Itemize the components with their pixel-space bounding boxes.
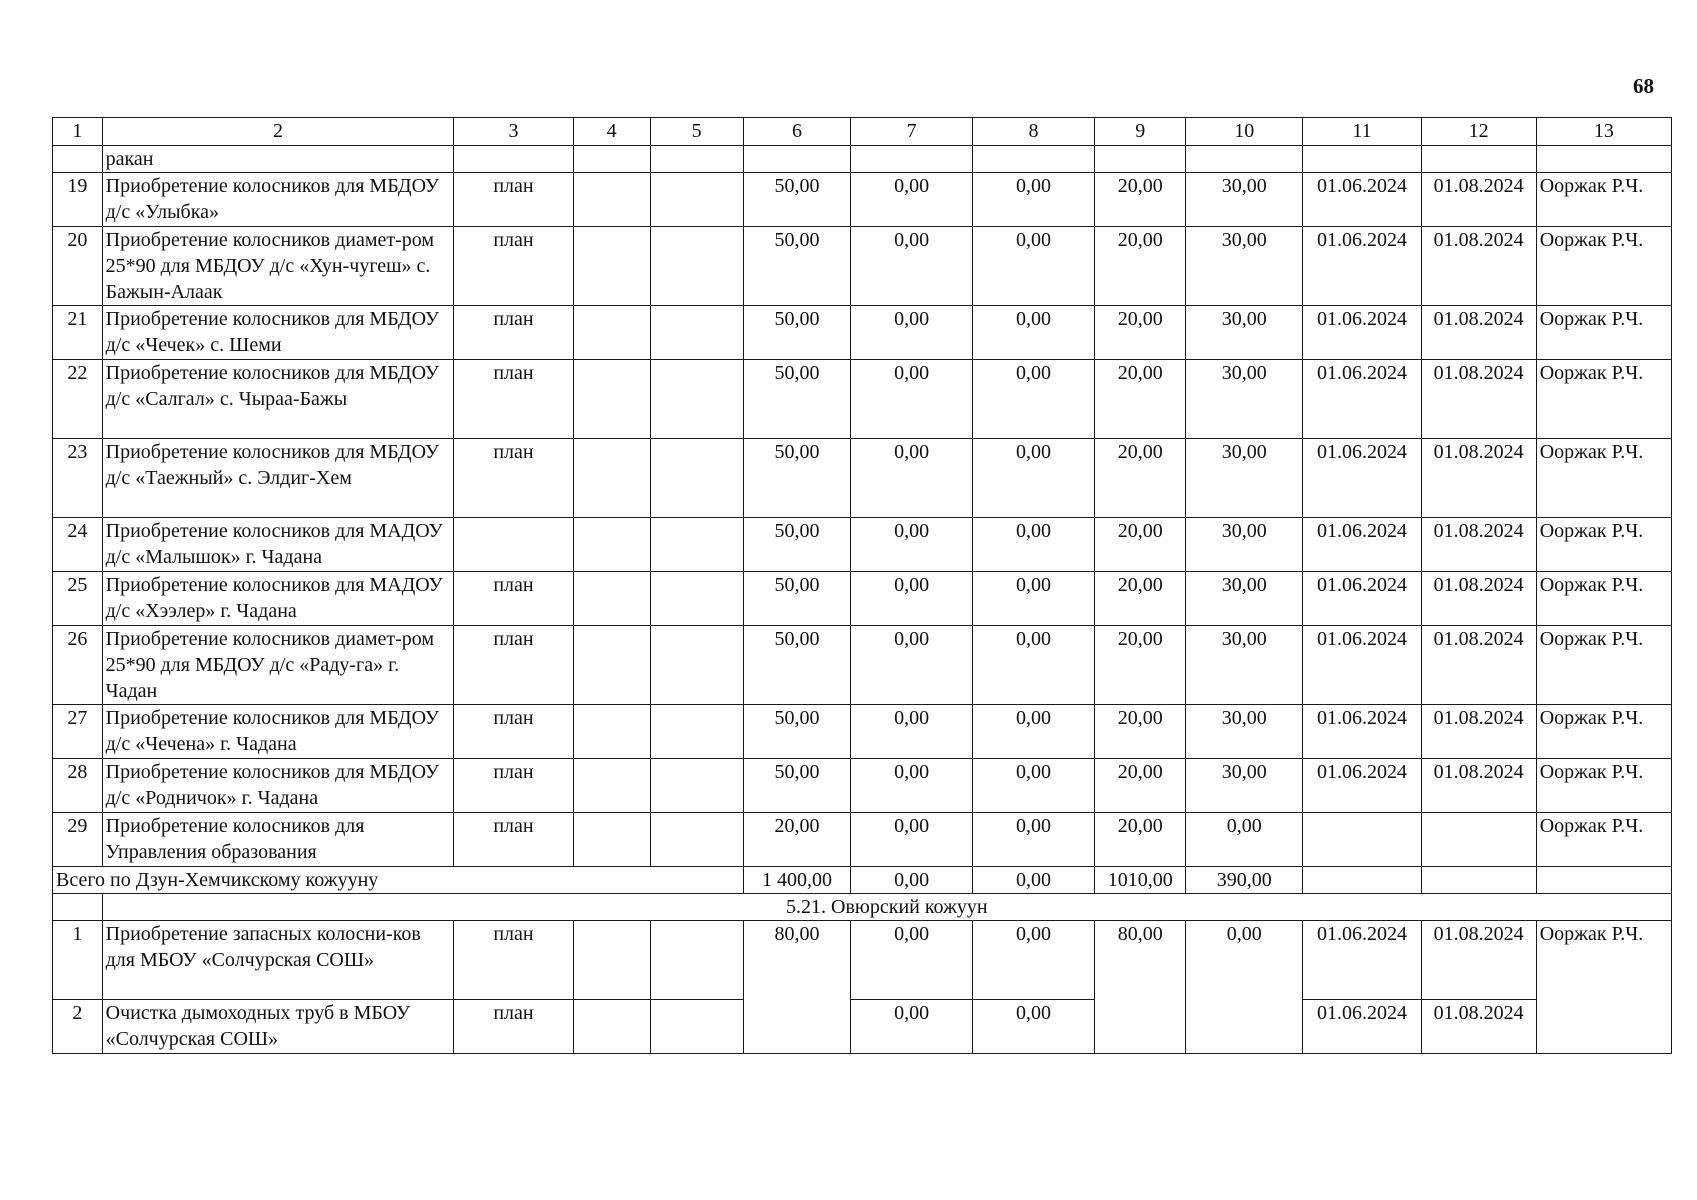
responsible-person: Ооржак Р.Ч. bbox=[1536, 813, 1671, 867]
start-date: 01.06.2024 bbox=[1303, 227, 1421, 306]
item-name: Приобретение запасных колосни-ков для МБОУ «Солчурская СОШ» bbox=[102, 921, 454, 1000]
table-row bbox=[53, 921, 1672, 1000]
table-row bbox=[53, 1000, 1672, 1054]
col8-value: 0,00 bbox=[972, 518, 1095, 572]
col9-value: 20,00 bbox=[1095, 572, 1186, 626]
col8-value: 0,00 bbox=[972, 572, 1095, 626]
table-row bbox=[53, 705, 1672, 759]
col6-value: 20,00 bbox=[743, 813, 851, 867]
col9-value: 80,00 bbox=[1095, 921, 1186, 1054]
col9-value: 20,00 bbox=[1095, 439, 1186, 518]
col9-value: 20,00 bbox=[1095, 173, 1186, 227]
item-name: Очистка дымоходных труб в МБОУ «Солчурская СОШ» bbox=[102, 1000, 454, 1054]
col7-value: 0,00 bbox=[851, 626, 972, 705]
start-date: 01.06.2024 bbox=[1303, 306, 1421, 360]
column-number-row bbox=[53, 118, 1672, 146]
item-status: план bbox=[454, 1000, 573, 1054]
section-header-row bbox=[53, 894, 1672, 921]
continuation-text: ракан bbox=[102, 146, 454, 173]
total-col8: 0,00 bbox=[972, 867, 1095, 894]
total-label: Всего по Дзун-Хемчикскому кожууну bbox=[53, 867, 744, 894]
col10-value: 30,00 bbox=[1186, 572, 1303, 626]
start-date: 01.06.2024 bbox=[1303, 439, 1421, 518]
col6-value: 50,00 bbox=[743, 626, 851, 705]
start-date: 01.06.2024 bbox=[1303, 173, 1421, 227]
col6-value: 80,00 bbox=[743, 921, 851, 1054]
row-number: 19 bbox=[53, 173, 103, 227]
col10-value: 0,00 bbox=[1186, 813, 1303, 867]
col8-value: 0,00 bbox=[972, 705, 1095, 759]
end-date: 01.08.2024 bbox=[1421, 306, 1536, 360]
col6-value: 50,00 bbox=[743, 518, 851, 572]
col7-value: 0,00 bbox=[851, 306, 972, 360]
col10-value: 0,00 bbox=[1186, 921, 1303, 1054]
start-date: 01.06.2024 bbox=[1303, 705, 1421, 759]
item-status: план bbox=[454, 227, 573, 306]
item-name: Приобретение колосников диамет-ром 25*90 для МБДОУ д/с «Раду-га» г. Чадан bbox=[102, 626, 454, 705]
continuation-row bbox=[53, 146, 1672, 173]
responsible-person: Ооржак Р.Ч. bbox=[1536, 921, 1671, 1054]
table-row bbox=[53, 518, 1672, 572]
item-status: план bbox=[454, 439, 573, 518]
item-status: план bbox=[454, 705, 573, 759]
row-number: 26 bbox=[53, 626, 103, 705]
col8-value: 0,00 bbox=[972, 360, 1095, 439]
col7-value: 0,00 bbox=[851, 360, 972, 439]
end-date: 01.08.2024 bbox=[1421, 705, 1536, 759]
row-number: 24 bbox=[53, 518, 103, 572]
col10-value: 30,00 bbox=[1186, 626, 1303, 705]
col10-value: 30,00 bbox=[1186, 518, 1303, 572]
item-name: Приобретение колосников для МБДОУ д/с «Улыбка» bbox=[102, 173, 454, 227]
responsible-person: Ооржак Р.Ч. bbox=[1536, 227, 1671, 306]
col6-value: 50,00 bbox=[743, 173, 851, 227]
col7-value: 0,00 bbox=[851, 813, 972, 867]
col9-value: 20,00 bbox=[1095, 705, 1186, 759]
col6-value: 50,00 bbox=[743, 759, 851, 813]
row-number: 29 bbox=[53, 813, 103, 867]
item-name: Приобретение колосников для МАДОУ д/с «Малышок» г. Чадана bbox=[102, 518, 454, 572]
col7-value: 0,00 bbox=[851, 439, 972, 518]
col8-value: 0,00 bbox=[972, 626, 1095, 705]
col10-value: 30,00 bbox=[1186, 360, 1303, 439]
row-number: 22 bbox=[53, 360, 103, 439]
page-number: 68 bbox=[1633, 74, 1654, 98]
col7-value: 0,00 bbox=[851, 1000, 972, 1054]
item-name: Приобретение колосников для МАДОУ д/с «Хээлер» г. Чадана bbox=[102, 572, 454, 626]
end-date bbox=[1421, 813, 1536, 867]
end-date: 01.08.2024 bbox=[1421, 227, 1536, 306]
table-row bbox=[53, 572, 1672, 626]
col10-value: 30,00 bbox=[1186, 705, 1303, 759]
col9-value: 20,00 bbox=[1095, 813, 1186, 867]
column-header: 13 bbox=[1536, 118, 1671, 146]
table-row bbox=[53, 813, 1672, 867]
col8-value: 0,00 bbox=[972, 1000, 1095, 1054]
item-status: план bbox=[454, 173, 573, 227]
col8-value: 0,00 bbox=[972, 306, 1095, 360]
col6-value: 50,00 bbox=[743, 572, 851, 626]
end-date: 01.08.2024 bbox=[1421, 1000, 1536, 1054]
end-date: 01.08.2024 bbox=[1421, 626, 1536, 705]
table-row bbox=[53, 173, 1672, 227]
item-name: Приобретение колосников для Управления образования bbox=[102, 813, 454, 867]
start-date: 01.06.2024 bbox=[1303, 518, 1421, 572]
start-date: 01.06.2024 bbox=[1303, 360, 1421, 439]
total-row bbox=[53, 867, 1672, 894]
row-number: 25 bbox=[53, 572, 103, 626]
column-header: 10 bbox=[1186, 118, 1303, 146]
responsible-person: Ооржак Р.Ч. bbox=[1536, 518, 1671, 572]
col7-value: 0,00 bbox=[851, 921, 972, 1000]
column-header: 1 bbox=[53, 118, 103, 146]
total-col10: 390,00 bbox=[1186, 867, 1303, 894]
item-name: Приобретение колосников для МБДОУ д/с «Чечек» с. Шеми bbox=[102, 306, 454, 360]
item-name: Приобретение колосников для МБДОУ д/с «Таежный» с. Элдиг-Хем bbox=[102, 439, 454, 518]
budget-table bbox=[52, 117, 1672, 1054]
col8-value: 0,00 bbox=[972, 759, 1095, 813]
col6-value: 50,00 bbox=[743, 360, 851, 439]
end-date: 01.08.2024 bbox=[1421, 921, 1536, 1000]
col6-value: 50,00 bbox=[743, 306, 851, 360]
item-name: Приобретение колосников для МБДОУ д/с «Родничок» г. Чадана bbox=[102, 759, 454, 813]
responsible-person: Ооржак Р.Ч. bbox=[1536, 626, 1671, 705]
col7-value: 0,00 bbox=[851, 759, 972, 813]
start-date: 01.06.2024 bbox=[1303, 572, 1421, 626]
column-header: 11 bbox=[1303, 118, 1421, 146]
row-number: 23 bbox=[53, 439, 103, 518]
item-status: план bbox=[454, 759, 573, 813]
col8-value: 0,00 bbox=[972, 813, 1095, 867]
responsible-person: Ооржак Р.Ч. bbox=[1536, 360, 1671, 439]
row-number: 21 bbox=[53, 306, 103, 360]
col10-value: 30,00 bbox=[1186, 227, 1303, 306]
col9-value: 20,00 bbox=[1095, 759, 1186, 813]
start-date: 01.06.2024 bbox=[1303, 1000, 1421, 1054]
col8-value: 0,00 bbox=[972, 173, 1095, 227]
table-row bbox=[53, 306, 1672, 360]
row-number: 20 bbox=[53, 227, 103, 306]
responsible-person: Ооржак Р.Ч. bbox=[1536, 173, 1671, 227]
responsible-person: Ооржак Р.Ч. bbox=[1536, 759, 1671, 813]
row-number: 28 bbox=[53, 759, 103, 813]
col7-value: 0,00 bbox=[851, 518, 972, 572]
col6-value: 50,00 bbox=[743, 227, 851, 306]
end-date: 01.08.2024 bbox=[1421, 173, 1536, 227]
row-number: 1 bbox=[53, 921, 103, 1000]
start-date: 01.06.2024 bbox=[1303, 921, 1421, 1000]
total-col9: 1010,00 bbox=[1095, 867, 1186, 894]
col9-value: 20,00 bbox=[1095, 227, 1186, 306]
start-date: 01.06.2024 bbox=[1303, 626, 1421, 705]
column-header: 3 bbox=[454, 118, 573, 146]
table-row bbox=[53, 360, 1672, 439]
table-row bbox=[53, 439, 1672, 518]
col8-value: 0,00 bbox=[972, 921, 1095, 1000]
col10-value: 30,00 bbox=[1186, 306, 1303, 360]
col7-value: 0,00 bbox=[851, 705, 972, 759]
col9-value: 20,00 bbox=[1095, 360, 1186, 439]
row-number: 27 bbox=[53, 705, 103, 759]
responsible-person: Ооржак Р.Ч. bbox=[1536, 306, 1671, 360]
table-row bbox=[53, 626, 1672, 705]
start-date bbox=[1303, 813, 1421, 867]
end-date: 01.08.2024 bbox=[1421, 518, 1536, 572]
responsible-person: Ооржак Р.Ч. bbox=[1536, 439, 1671, 518]
col8-value: 0,00 bbox=[972, 439, 1095, 518]
column-header: 2 bbox=[102, 118, 454, 146]
col7-value: 0,00 bbox=[851, 227, 972, 306]
start-date: 01.06.2024 bbox=[1303, 759, 1421, 813]
item-name: Приобретение колосников диамет-ром 25*90 для МБДОУ д/с «Хун-чугеш» с. Бажын-Алаак bbox=[102, 227, 454, 306]
section-title: 5.21. Овюрский кожуун bbox=[102, 894, 1671, 921]
col9-value: 20,00 bbox=[1095, 518, 1186, 572]
total-col7: 0,00 bbox=[851, 867, 972, 894]
col9-value: 20,00 bbox=[1095, 306, 1186, 360]
item-status: план bbox=[454, 306, 573, 360]
col10-value: 30,00 bbox=[1186, 759, 1303, 813]
column-header: 4 bbox=[573, 118, 650, 146]
column-header: 8 bbox=[972, 118, 1095, 146]
end-date: 01.08.2024 bbox=[1421, 439, 1536, 518]
end-date: 01.08.2024 bbox=[1421, 572, 1536, 626]
row-number: 2 bbox=[53, 1000, 103, 1054]
item-name: Приобретение колосников для МБДОУ д/с «Чечена» г. Чадана bbox=[102, 705, 454, 759]
col6-value: 50,00 bbox=[743, 439, 851, 518]
item-status: план bbox=[454, 360, 573, 439]
item-status: план bbox=[454, 921, 573, 1000]
column-header: 12 bbox=[1421, 118, 1536, 146]
total-col6: 1 400,00 bbox=[743, 867, 851, 894]
column-header: 6 bbox=[743, 118, 851, 146]
column-header: 9 bbox=[1095, 118, 1186, 146]
col8-value: 0,00 bbox=[972, 227, 1095, 306]
col7-value: 0,00 bbox=[851, 572, 972, 626]
col9-value: 20,00 bbox=[1095, 626, 1186, 705]
responsible-person: Ооржак Р.Ч. bbox=[1536, 572, 1671, 626]
item-status: план bbox=[454, 626, 573, 705]
table-row bbox=[53, 227, 1672, 306]
col7-value: 0,00 bbox=[851, 173, 972, 227]
item-status bbox=[454, 518, 573, 572]
column-header: 5 bbox=[650, 118, 743, 146]
responsible-person: Ооржак Р.Ч. bbox=[1536, 705, 1671, 759]
item-status: план bbox=[454, 572, 573, 626]
col10-value: 30,00 bbox=[1186, 439, 1303, 518]
item-status: план bbox=[454, 813, 573, 867]
item-name: Приобретение колосников для МБДОУ д/с «Салгал» с. Чыраа-Бажы bbox=[102, 360, 454, 439]
column-header: 7 bbox=[851, 118, 972, 146]
col6-value: 50,00 bbox=[743, 705, 851, 759]
col10-value: 30,00 bbox=[1186, 173, 1303, 227]
end-date: 01.08.2024 bbox=[1421, 759, 1536, 813]
table-row bbox=[53, 759, 1672, 813]
end-date: 01.08.2024 bbox=[1421, 360, 1536, 439]
